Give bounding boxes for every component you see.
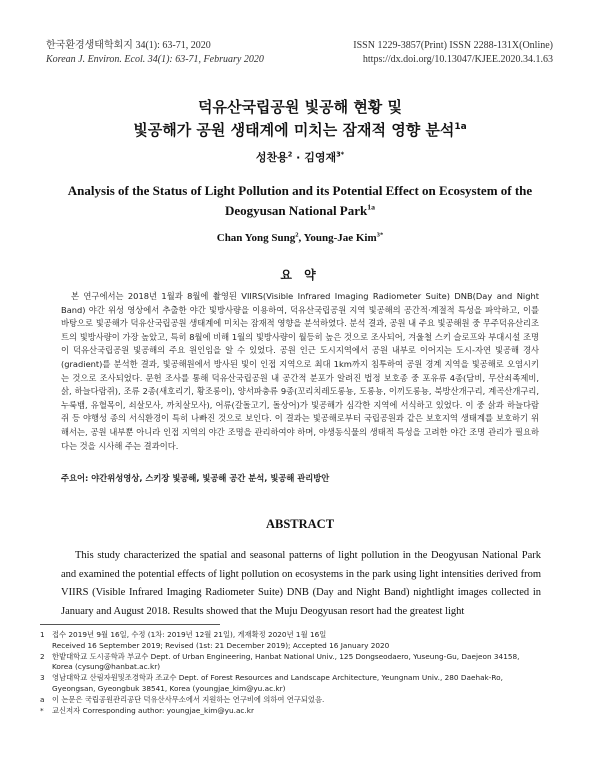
- footnote-divider: [40, 624, 220, 625]
- journal-name-kr: 한국환경생태학회지 34(1): 63-71, 2020: [46, 40, 211, 51]
- footnote: 1 접수 2019년 9월 16일, 수정 (1차: 2019년 12월 21일), 게재확정 2020년 1월 16일: [40, 630, 327, 639]
- title-english-footnote-mark: 1a: [367, 202, 376, 212]
- doi-link[interactable]: https://dx.doi.org/10.13047/KJEE.2020.34.1.63: [362, 54, 553, 65]
- keywords-korean: 주요어: 야간위성영상, 스키장 빛공해, 빛공해 공간 분석, 빛공해 관리방안: [61, 473, 330, 483]
- abstract-korean-heading: 요 약: [280, 268, 320, 282]
- title-korean-footnote-mark: 1a: [454, 122, 467, 132]
- title-korean: [0, 96, 600, 142]
- abstract-english-body: This study characterized the spatial and seasonal patterns of light pollution in the Deogyusan National Park and examined the potential effects of light pollution on ecosystems in the park using light intensities derived from VIIRS (Visible Infrared Imaging Radiometer Suite) DNB (Day and Night Band) nightlight images collected in January and August 2018. Results showed that the Muju Deogyusan resort had the greatest light: [61, 550, 541, 617]
- journal-identifiers: [353, 39, 553, 67]
- journal-header: [46, 39, 264, 67]
- footnote: 2 한밭대학교 도시공학과 부교수 Dept. of Urban Engineering, Hanbat National Univ., 125 Dongseodaero, Yuseung-Gu, Daejeon 34158,: [40, 651, 520, 661]
- title-korean-line1: 덕유산국립공원 빛공해 현황 및: [197, 98, 403, 116]
- authors-korean: 성찬용$^2$ · 김영재$^{3*}$: [255, 150, 345, 164]
- footnote: a 이 논문은 국립공원관리공단 덕유산사무소에서 지원하는 연구비에 의하여 연구되었음.: [40, 694, 325, 704]
- footnote: 3 영남대학교 산림자원및조경학과 조교수 Dept. of Forest Resources and Landscape Architecture, Yeungnam Univ., 280 Daehak-Ro,: [40, 673, 503, 683]
- issn: ISSN 1229-3857(Print) ISSN 2288-131X(Online): [353, 40, 553, 51]
- abstract-korean-body: 본 연구에서는 2018년 1월과 8월에 촬영된 VIIRS(Visible Infrared Imaging Radiometer Suite) DNB(Day and Night Band) 야간 위성 영상에서 추출한 야간 빛방사량을 이용하여, 덕유산국립공원 지역 빛공해의 공간적·계절적 특성을 파악하고, 이를 바탕으로 빛공해가 덕유산국립공원 생태계에 미치는 잠재적 영향을 분석하였다. 분석 결과, 공원 내 주요 빛공해원 중 무주덕유산리조트의 빛방사량이 가장 높았고, 특히 8월에 비해 1월의 빛방사량이 월등히 높은 것으로 조사되어, 겨울철 스키 슬로프와 부대시설 조명이 덕유산국립공원 빛공해의 주요 원인임을 알 수 있었다. 공원 인근 도시지역에서 공원 내부로 이어지는 도시-자연 빛공해 경사(gradient)를 분석한 결과, 빛공해원에서 방사된 빛이 인접 지역으로 최대 1km까지 침투하여 공원 경계 지역을 빛공해로 오염시키는 것으로 조사되었다. 문헌 조사를 통해 덕유산국립공원 내 공간적 분포가 알려진 법정 보호종 중 포유류 4종(담비, 무산쇠족제비, 삵, 하늘다람쥐), 조류 2종(새호리기, 황조롱이), 양서파충류 9종(꼬리치레도롱뇽, 도롱뇽, 이끼도롱뇽, 북방산개구리, 계곡산개구리, 누룩뱀, 유혈목이, 쇠살모사, 까치살모사), 어류(갈돌고기, 돌상어)가 빛공해가 심각한 지역에 서식하고 있었다. 이 중 삵과 하늘다람쥐 등 야행성 종의 서식환경이 특히 나빠진 것으로 보인다. 이 결과는 빛공해로부터 국립공원과 같은 보호지역 생태계를 보호하기 위해서는, 공원 내부뿐 아니라 인접 지역의 야간 조명을 관리하여야 하며, 야생동식물의 생태적 특성을 고려한 야간 조명 관리가 필요하다는 것을 시사해 주는 결과이다.: [61, 291, 539, 451]
- abstract-english-heading: ABSTRACT: [265, 517, 335, 531]
- author-1-kr: 성찬용: [255, 151, 288, 164]
- title-english: Analysis of the Status of Light Pollution and its Potential Effect on Ecosystem of the Deogyusan National Park$^{1a}$: [67, 183, 533, 218]
- authors-english: Chan Yong Sung$^2$, Young-Jae Kim$^{3*}$: [216, 231, 384, 244]
- footnote-continuation: Received 16 September 2019; Revised (1st: 21 December 2019); Accepted 16 January 2020: [52, 640, 390, 650]
- title-korean-line2: 빛공해가 공원 생태계에 미치는 잠재적 영향 분석$^{1a}$: [133, 121, 467, 139]
- author-1-en: Chan Yong Sung: [216, 232, 296, 244]
- footnote-continuation: Gyeongsan, Gyeongbuk 38541, Korea (youngjae_kim@yu.ac.kr): [52, 683, 286, 693]
- footnote-continuation: Korea (cysung@hanbat.ac.kr): [52, 662, 161, 672]
- journal-name-en: Korean J. Environ. Ecol. 34(1): 63-71, February 2020: [46, 54, 264, 65]
- author-2-en: Young-Jae Kim: [303, 232, 377, 244]
- footnote: * 교신저자 Corresponding author: youngjae_kim@yu.ac.kr: [40, 705, 254, 715]
- author-2-kr: 김영재: [304, 151, 337, 164]
- footnotes: [40, 630, 560, 716]
